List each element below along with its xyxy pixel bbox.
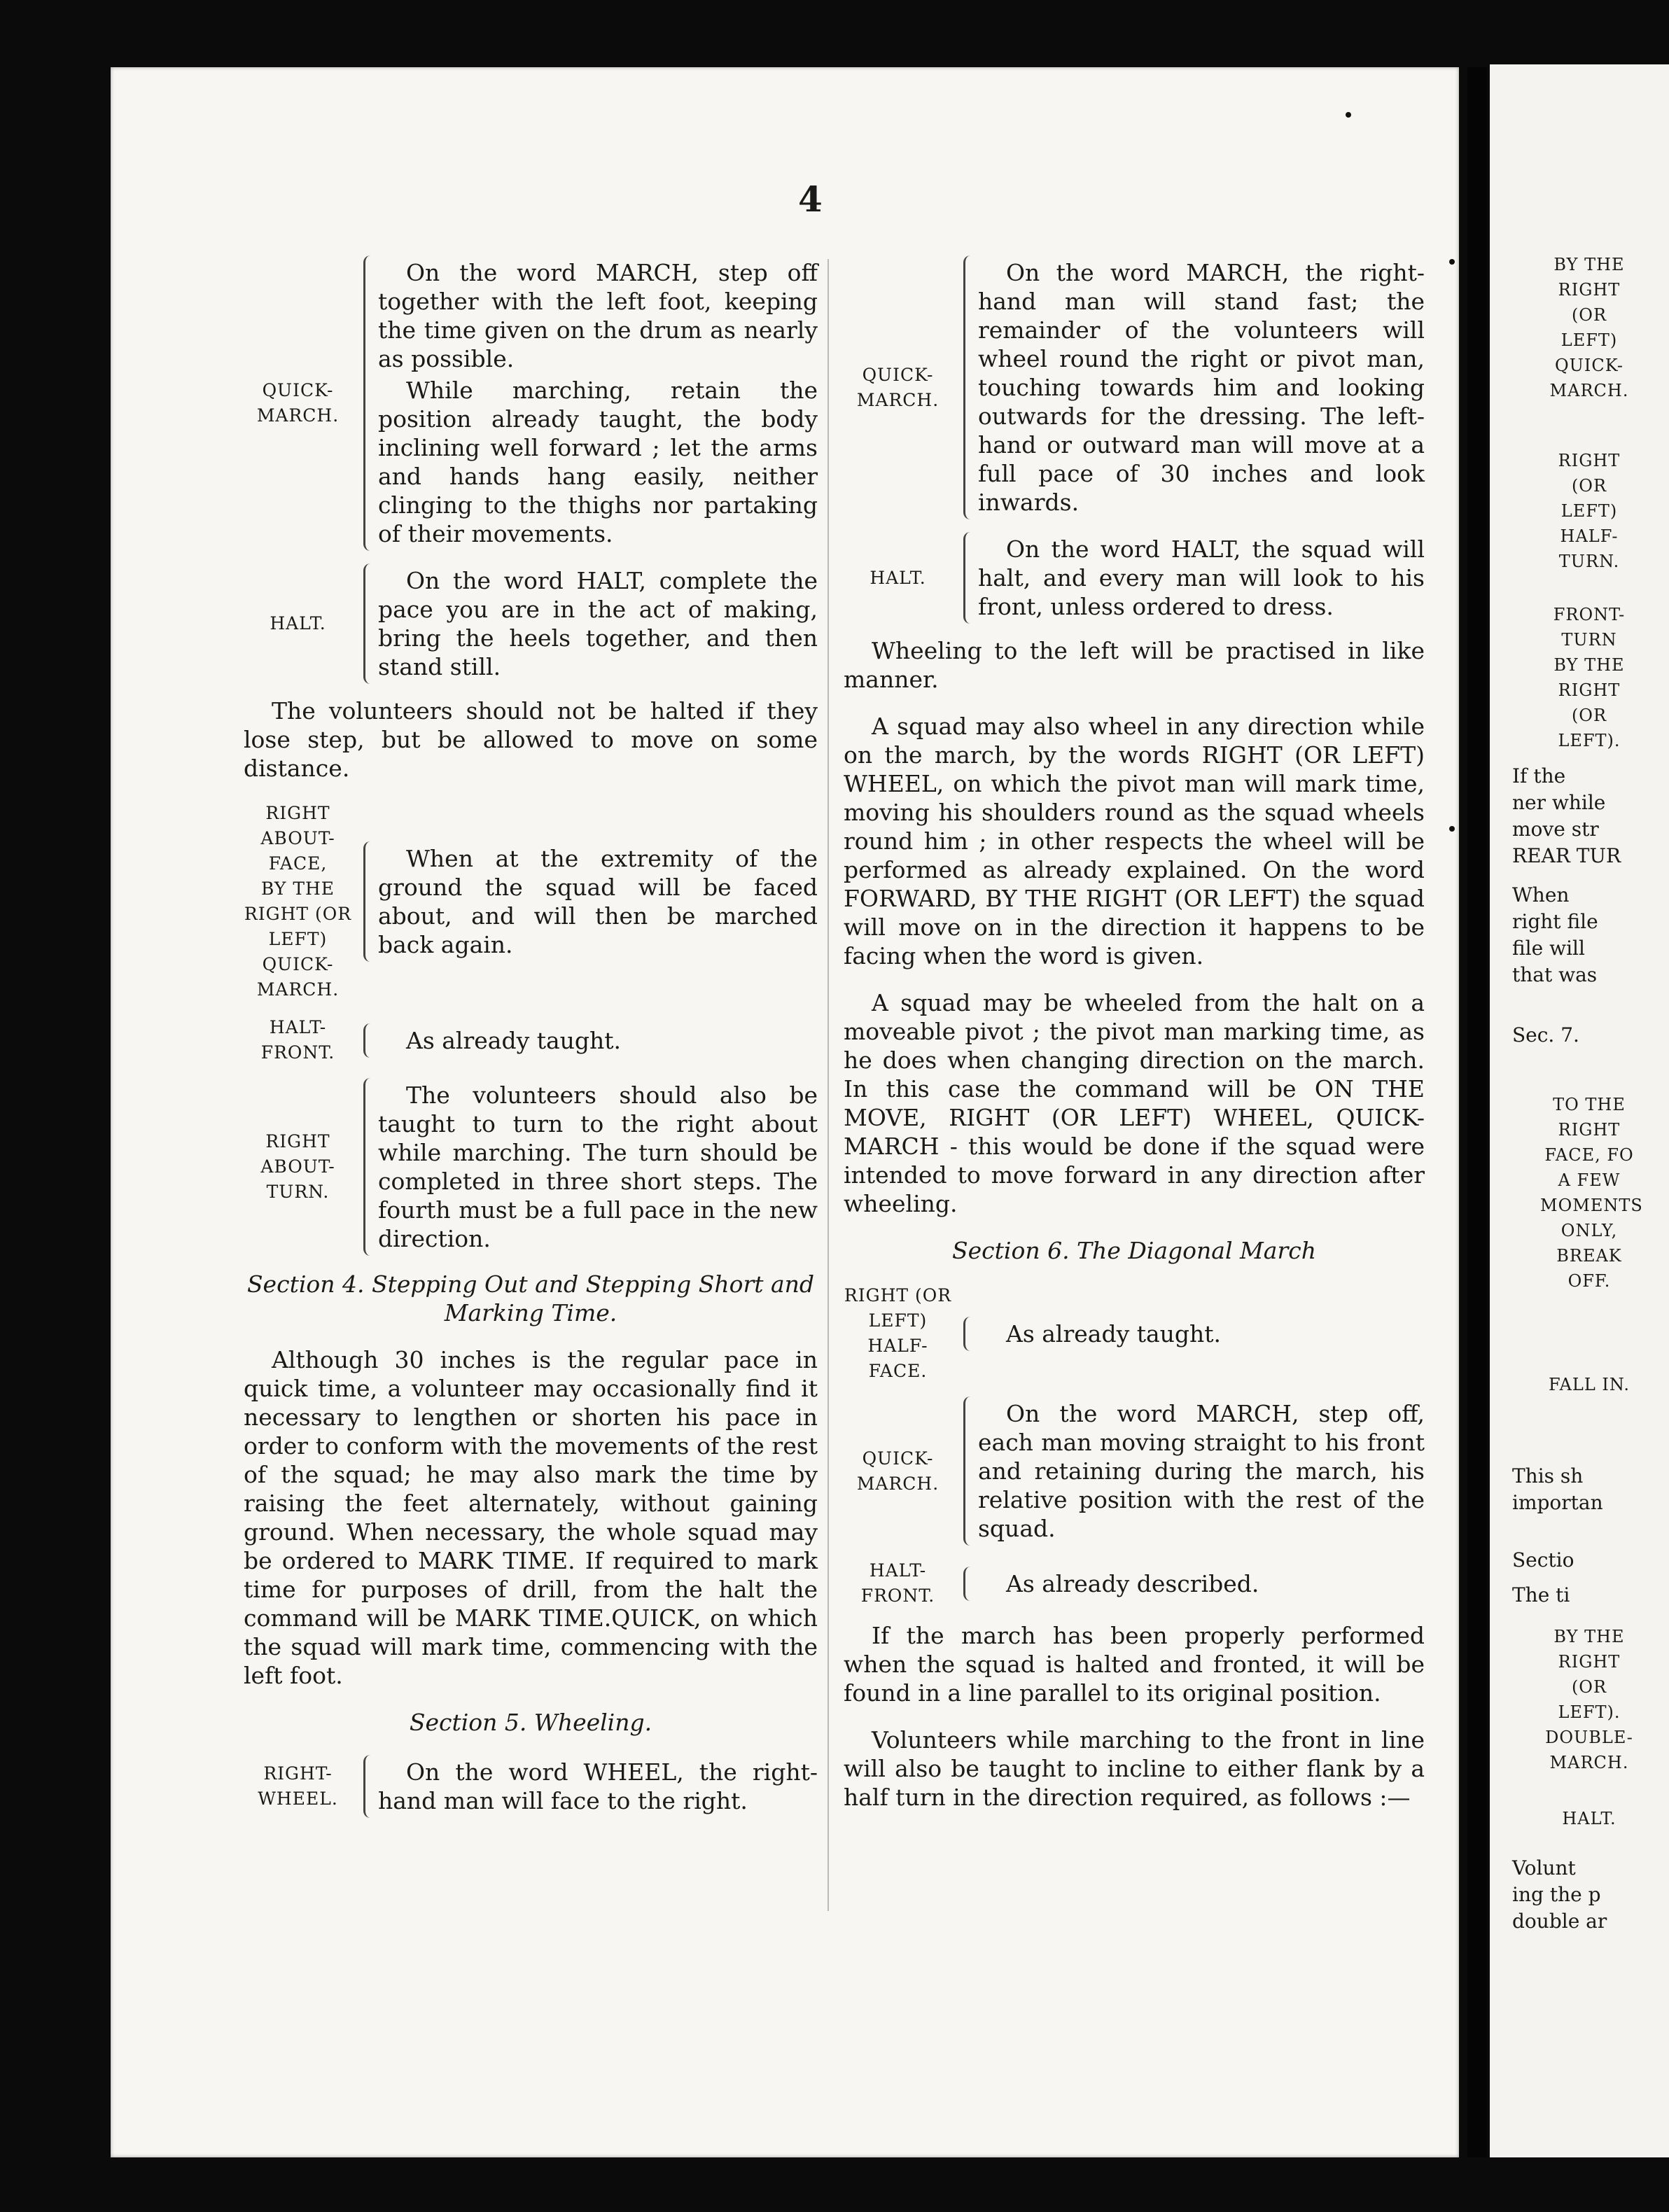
marginal-entry xyxy=(244,255,818,551)
left-column xyxy=(244,255,818,1830)
body-paragraph: Wheeling to the left will be practised in like manner. xyxy=(844,637,1425,693)
body-paragraph: The volunteers should not be halted if they lose step, but be allowed to move on some distance. xyxy=(244,697,818,782)
command-label: RIGHT- WHEEL. xyxy=(258,1763,338,1809)
section-heading: Section 4. Stepping Out and Stepping Short and Marking Time. xyxy=(246,1270,815,1326)
description-paragraph: While marching, retain the position already taught, the body inclining well forward ; let the arms and hands hang easily, neither clinging to the thighs nor partaking of their movements. xyxy=(378,377,818,547)
description-paragraph: The volunteers should also be taught to turn to the right about while marching. The turn should be completed in three short steps. The fourth must be a full pace in the new direction. xyxy=(378,1082,818,1252)
book-binding xyxy=(1467,67,1487,2157)
section-heading: Section 5. Wheeling. xyxy=(409,1709,652,1736)
facing-page-label: FALL IN. xyxy=(1549,1375,1630,1394)
command-label: QUICK- MARCH. xyxy=(856,1448,940,1494)
command-label: RIGHT ABOUT- TURN. xyxy=(260,1131,335,1202)
section-heading: Section 6. The Diagonal March xyxy=(952,1237,1316,1264)
command-description xyxy=(363,255,818,551)
body-paragraph: If the march has been properly performed when the squad is halted and fronted, it will be found in a line parallel to its original position. xyxy=(844,1622,1425,1707)
command-description xyxy=(363,564,818,684)
marginal-entry xyxy=(844,255,1425,519)
marginal-entry xyxy=(244,1755,818,1818)
ink-speck xyxy=(1449,826,1455,832)
command-label: HALT- FRONT. xyxy=(260,1017,335,1063)
ink-speck xyxy=(1346,112,1351,118)
marginal-entry xyxy=(244,801,818,1002)
command-description xyxy=(363,841,818,962)
marginal-entry xyxy=(244,1078,818,1256)
command-description xyxy=(363,1078,818,1256)
command-description xyxy=(963,1317,1425,1351)
facing-page-snippet: When right file file will that was xyxy=(1512,883,1598,986)
command-label: HALT. xyxy=(270,613,326,634)
right-column xyxy=(844,255,1425,1830)
facing-page-label: HALT. xyxy=(1562,1809,1616,1828)
column-divider xyxy=(827,259,829,1911)
facing-page-snippet: Sectio xyxy=(1512,1548,1574,1572)
description-paragraph: As already taught. xyxy=(406,1026,622,1054)
body-paragraph: Although 30 inches is the regular pace in quick time, a volunteer may occasionally find it necessary to lengthen or shorten his pace in order to conform with the movements of the rest of the squad; he may also mark the time by raising the feet alternately, without gaining ground. When necessary, the whole squad may be ordered to MARK TIME. If required to mark time for purposes of drill, from the halt the command will be MARK TIME.QUICK, on which the squad will mark time, commencing with the left foot. xyxy=(244,1346,818,1689)
command-label: RIGHT ABOUT- FACE, BY THE RIGHT (OR LEFT) QUICK- MARCH. xyxy=(244,803,352,1000)
facing-page-snippet: If the ner while move str REAR TUR xyxy=(1512,764,1621,867)
marginal-entry xyxy=(844,1283,1425,1384)
description-paragraph: On the word HALT, complete the pace you are in the act of making, bring the heels together, and then stand still. xyxy=(378,567,818,680)
description-paragraph: When at the extremity of the ground the squad will be faced about, and will then be marched back again. xyxy=(378,845,818,958)
description-paragraph: As already described. xyxy=(1006,1569,1259,1597)
facing-page-snippet: This sh importan xyxy=(1512,1464,1603,1514)
facing-page-snippet: Sec. 7. xyxy=(1512,1023,1579,1046)
command-description xyxy=(963,255,1425,519)
facing-page-label: RIGHT (OR LEFT) HALF- TURN. xyxy=(1558,451,1621,571)
body-paragraph: A squad may be wheeled from the halt on a moveable pivot ; the pivot man marking time, as he does when changing direction on the march. In this case the command will be ON THE MOVE, RIGHT (OR LEFT) WHEEL, QUICK-MARCH - this would be done if the squad were intended to move forward in any direction after wheeling. xyxy=(844,989,1425,1217)
ink-speck xyxy=(1449,259,1455,265)
description-paragraph: On the word HALT, the squad will halt, and every man will look to his front, unless ordered to dress. xyxy=(978,536,1425,620)
marginal-entry xyxy=(844,532,1425,624)
command-description xyxy=(963,532,1425,624)
description-paragraph: On the word MARCH, step off together with the left foot, keeping the time given on the drum as nearly as possible. xyxy=(378,259,818,372)
facing-page-label: BY THE RIGHT (OR LEFT). DOUBLE- MARCH. xyxy=(1545,1627,1633,1772)
command-label: QUICK- MARCH. xyxy=(856,364,940,410)
facing-page-label: BY THE RIGHT (OR LEFT) QUICK- MARCH. xyxy=(1549,255,1629,400)
description-paragraph: On the word WHEEL, the right-hand man will face to the right. xyxy=(378,1758,818,1814)
body-paragraph: Volunteers while marching to the front in line will also be taught to incline to either flank by a half turn in the direction required, as follows :— xyxy=(844,1726,1425,1811)
command-description xyxy=(963,1567,1425,1601)
facing-page-snippet: The ti xyxy=(1512,1583,1570,1606)
marginal-entry xyxy=(844,1558,1425,1609)
command-label: RIGHT (OR LEFT) HALF- FACE. xyxy=(844,1285,952,1381)
description-paragraph: On the word MARCH, step off, each man moving straight to his front and retaining during the march, his relative position with the rest of the squad. xyxy=(978,1400,1425,1542)
command-description xyxy=(363,1755,818,1818)
description-paragraph: On the word MARCH, the right-hand man will stand fast; the remainder of the volunteers will wheel round the right or pivot man, touching towards him and looking outwards for the dressing. The left-hand or outward man will move at a full pace of 30 inches and look inwards. xyxy=(978,259,1425,516)
facing-page-label: TO THE RIGHT FACE, FO A FEW MOMENTS ONLY, BREAK OFF. xyxy=(1540,1095,1643,1291)
facing-page-snippet: Volunt ing the p double ar xyxy=(1512,1856,1607,1933)
command-description xyxy=(363,1023,818,1058)
page-number: 4 xyxy=(798,178,823,220)
facing-page-label: FRONT- TURN BY THE RIGHT (OR LEFT). xyxy=(1553,605,1626,750)
marginal-entry xyxy=(244,1015,818,1065)
body-paragraph: A squad may also wheel in any direction while on the march, by the words RIGHT (OR LEFT) WHEEL, on which the pivot man will mark time, moving his shoulders round as the squad wheels round him ; in other respects the wheel will be performed as already explained. On the word FORWARD, BY THE RIGHT (OR LEFT) the squad will move on in the direction it happens to be facing when the word is given. xyxy=(844,713,1425,969)
marginal-entry xyxy=(844,1396,1425,1546)
command-label: HALT. xyxy=(870,567,926,588)
marginal-entry xyxy=(244,564,818,684)
command-description xyxy=(963,1396,1425,1546)
command-label: HALT- FRONT. xyxy=(860,1560,935,1606)
command-label: QUICK- MARCH. xyxy=(256,380,340,426)
description-paragraph: As already taught. xyxy=(1006,1320,1222,1348)
